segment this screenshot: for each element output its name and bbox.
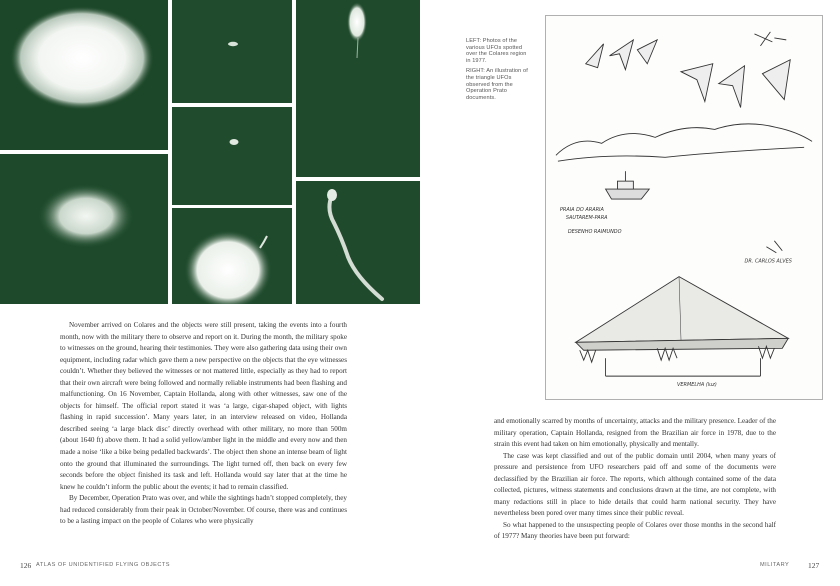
label-location: SAUTAREM-PARA xyxy=(565,214,608,221)
caption-right: RIGHT: An illustration of the triangle UFOs observed from the Operation Prato documents. xyxy=(466,68,528,101)
ufo-photo-1 xyxy=(0,0,168,150)
triangle-ufo-illustration xyxy=(545,15,823,400)
caption-left: LEFT: Photos of the various UFOs spotted over the Colares region in 1977. xyxy=(466,38,527,64)
body-column-left xyxy=(60,320,347,528)
section-footer: MILITARY xyxy=(760,562,790,568)
page-number-right: 127 xyxy=(808,561,820,570)
body-column-right xyxy=(494,416,776,543)
paragraph: By December, Operation Prato was over, and while the sightings hadn’t stopped completely, they had reduced considerably from their peak in October/November. Of course, there was and continues to be a lasting impact on the people of Colares who were physically xyxy=(60,494,347,526)
ufo-photo-7 xyxy=(296,181,420,304)
ufo-photo-2 xyxy=(172,0,292,103)
ufo-photo-3 xyxy=(296,0,420,177)
ufo-photo-6 xyxy=(172,208,292,304)
label-drawing: DESENHO RAIMUNDO xyxy=(567,228,622,235)
book-title-footer: ATLAS OF UNIDENTIFIED FLYING OBJECTS xyxy=(36,562,171,568)
ufo-photo-4 xyxy=(0,154,168,304)
label-signature: DR. CARLOS ALVES xyxy=(744,258,792,265)
label-beach: PRAIA DO ARARIA xyxy=(559,206,604,213)
photo-caption xyxy=(466,38,528,105)
paragraph: November arrived on Colares and the objects were still present, taking the events into a fourth month, now with the military there to observe and report on it. During the month, the military spoke to witnesses on the ground, hearing their testimonies. They were also gathering data using their own equipment, including radar which gave them a new perspective on the objects that the eye witnesses couldn’t. Whether they believed the witnesses or not mattered little, especially as they had to report that their own aircraft were being followed and normally reliable instruments had been flashing and malfunctioning. On 16 November, Captain Hollanda, along with other witnesses, saw one of the objects for himself. The official report stated it was ‘a large, cigar-shaped object, with lights flashing in rapid succession’. Many years later, in an interview released on video, Hollanda described seeing ‘a large black disc’ directly overhead with other military, no more than 500m (about 1640 ft) above them. It had a solid yellow/amber light in the middle and every now and then made a noise ‘like a bike being pedalled backwards’. The object then shone an intense beam of light onto the ground that illuminated the surroundings. The light turned off, then back on every few seconds before the object finished its task and left. Hollanda would say later that at the time he knew he couldn’t inform the public about the events; it had to remain classified. xyxy=(60,321,347,491)
ufo-photo-5 xyxy=(172,107,292,205)
paragraph: So what happened to the unsuspecting people of Colares over those months in the second half of 1977? Many theories have been put forward: xyxy=(494,520,776,541)
paragraph: The case was kept classified and out of the public domain until 2004, when many years of pressure and persistence from UFO researchers paid off and some of the documents were declassified by the Brazilian air force. The reports, which although contained some of the data collected, pictures, witness statements and conclusions drawn at the time, are not complete, with many redactions still in place to hide details that could harm national security. They have nevertheless been pored over many times since their public reveal. xyxy=(494,451,776,518)
page-number-left: 126 xyxy=(20,561,32,570)
label-red-light: VERMELHA (luz) xyxy=(677,382,717,389)
paragraph: and emotionally scarred by months of uncertainty, attacks and the military presence. Leader of the military operation, Captain Hollanda, resigned from the Brazilian air force in 1978, due to the strain this event had taken on him emotionally, physically and mentally. xyxy=(494,417,776,449)
